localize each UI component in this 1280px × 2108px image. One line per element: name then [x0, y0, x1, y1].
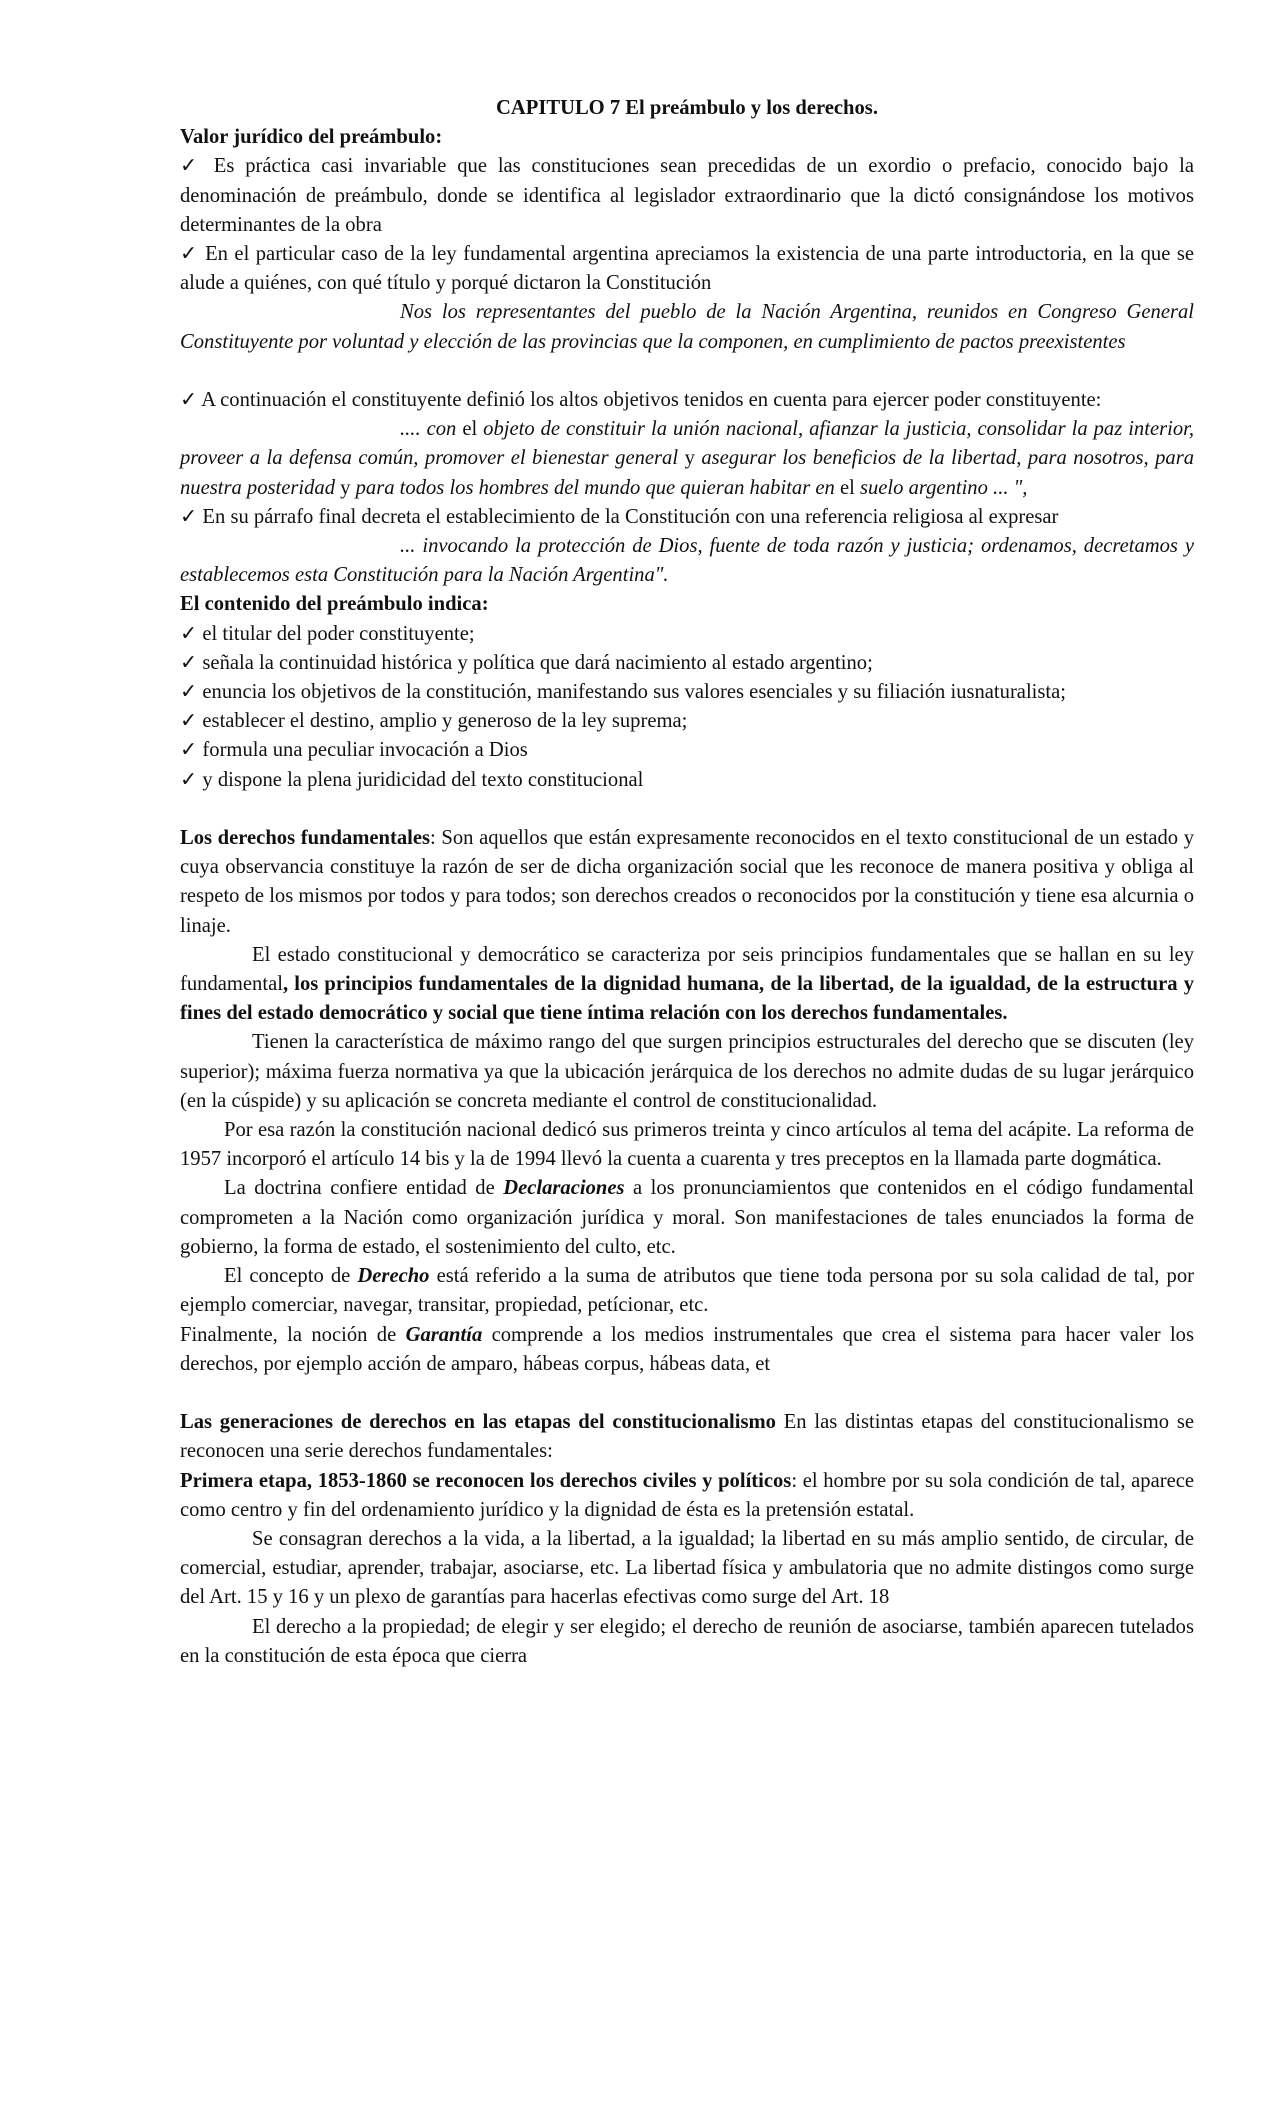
check-icon: ✓ [180, 651, 198, 674]
list-item: ✓ establecer el destino, amplio y generoso de la ley suprema; [180, 710, 688, 733]
check-icon: ✓ [180, 389, 198, 412]
heading-derechos-fundamentales: Los derechos fundamentales [180, 827, 431, 850]
paragraph-propiedad: El derecho a la propiedad; de elegir y ser elegido; el derecho de reunión de asociarse, también aparecen tutelados en la constitución de esta época que cierra [180, 1615, 1194, 1667]
spacer [180, 1379, 1194, 1408]
paragraph-parrafo-final: ✓ En su párrafo final decreta el establecimiento de la Constitución con una referencia religiosa al expresar [180, 505, 1059, 528]
paragraph-declaraciones: La doctrina confiere entidad de Declaraciones a los pronunciamientos que contenidos en el código fundamental comprometen a la Nación como organización jurídica y moral. Son manifestaciones de tales enunciados la forma de gobierno, la forma de estado, el sostenimiento del culto, etc. [180, 1177, 1194, 1258]
paragraph-principios: El estado constitucional y democrático se caracteriza por seis principios fundamentales que se hallan en su ley fundamental, los principios fundamentales de la dignidad humana, de la libertad, de la igualdad, de la estructura y fines del estado democrático y social que tiene íntima relación con los derechos fundamentales. [180, 943, 1194, 1025]
paragraph-exordio: ✓ Es práctica casi invariable que las constituciones sean precedidas de un exordio o prefacio, conocido bajo la denominación de preámbulo, donde se identifica al legislador extraordinario que la dictó consignándose los motivos determinantes de la obra [180, 155, 1194, 236]
paragraph-garantia: Finalmente, la noción de Garantía comprende a los medios instrumentales que crea el sistema para hacer valer los derechos, por ejemplo acción de amparo, hábeas corpus, hábeas data, et [180, 1323, 1194, 1375]
paragraph-ley-fundamental: ✓ En el particular caso de la ley fundamental argentina apreciamos la existencia de una parte introductoria, en la que se alude a quiénes, con qué título y porqué dictaron la Constitución [180, 243, 1194, 295]
check-icon: ✓ [180, 155, 203, 178]
paragraph-primera-etapa: Primera etapa, 1853-1860 se reconocen los derechos civiles y políticos: el hombre por su sola condición de tal, aparece como centro y fin del ordenamiento jurídico y la dignidad de ésta es la pretensión estatal. [180, 1469, 1195, 1521]
paragraph-primeros-articulos: Por esa razón la constitución nacional dedicó sus primeros treinta y cinco artículos al tema del acápite. La reforma de 1957 incorporó el artículo 14 bis y la de 1994 llevó la cuenta a cuarenta y tres preceptos en la llamada parte dogmática. [180, 1119, 1194, 1171]
heading-generaciones: Las generaciones de derechos en las etapas del constitucionalismo [180, 1411, 776, 1434]
spacer [180, 795, 1194, 824]
paragraph-derecho: El concepto de Derecho está referido a la suma de atributos que tiene toda persona por su sola calidad de tal, por ejemplo comerciar, navegar, transitar, propiedad, petícionar, etc. [180, 1265, 1195, 1317]
heading-contenido-preambulo: El contenido del preámbulo indica: [180, 593, 489, 616]
list-item: ✓ y dispone la plena juridicidad del texto constitucional [180, 768, 644, 791]
paragraph-objetivos: ✓ A continuación el constituyente definió los altos objetivos tenidos en cuenta para ejercer poder constituyente: [180, 389, 1102, 412]
quote-nos-los-representantes: Nos los representantes del pueblo de la Nación Argentina, reunidos en Congreso General Constituyente por voluntad y elección de las provincias que la componen, en cumplimiento de pactos preexistentes [180, 301, 1194, 353]
list-item: ✓ el titular del poder constituyente; [180, 622, 475, 645]
check-icon: ✓ [180, 243, 199, 266]
spacer [180, 357, 1194, 386]
paragraph-maximo-rango: Tienen la característica de máximo rango del que surgen principios estructurales del derecho que se discuten (ley superior); máxima fuerza normativa ya que la ubicación jerárquica de los derechos no admite dudas de su lugar jerárquico (en la cúspide) y su aplicación se concreta mediante el control de constitucionalidad. [180, 1031, 1194, 1112]
list-item: ✓ formula una peculiar invocación a Dios [180, 739, 528, 762]
paragraph-generaciones: Las generaciones de derechos en las etapas del constitucionalismo En las distintas etapas del constitucionalismo se reconocen una serie derechos fundamentales: [180, 1411, 1194, 1463]
check-icon: ✓ [180, 768, 198, 791]
quote-objetivos: .... con el objeto de constituir la unión nacional, afianzar la justicia, consolidar la paz interior, proveer a la defensa común, promover el bienestar general y asegurar los beneficios de la libertad, para nosotros, para nuestra posteridad y para todos los hombres del mundo que quieran habitar en el suelo argentino ... ", [180, 418, 1195, 499]
check-icon: ✓ [180, 622, 198, 645]
list-item: ✓ señala la continuidad histórica y política que dará nacimiento al estado argentino; [180, 651, 873, 674]
list-item: ✓ enuncia los objetivos de la constitución, manifestando sus valores esenciales y su filiación iusnaturalista; [180, 681, 1066, 704]
check-icon: ✓ [180, 739, 198, 762]
quote-invocando: ... invocando la protección de Dios, fuente de toda razón y justicia; ordenamos, decretamos y establecemos esta Constitución para la Nación Argentina". [180, 535, 1194, 587]
check-icon: ✓ [180, 505, 198, 528]
check-icon: ✓ [180, 710, 198, 733]
chapter-title: CAPITULO 7 El preámbulo y los derechos. [496, 97, 878, 119]
check-icon: ✓ [180, 681, 198, 704]
heading-valor-juridico: Valor jurídico del preámbulo: [180, 126, 443, 149]
heading-primera-etapa: Primera etapa, 1853-1860 se reconocen los derechos civiles y políticos [180, 1469, 792, 1492]
paragraph-se-consagran: Se consagran derechos a la vida, a la libertad, a la igualdad; la libertad en su más amplio sentido, de circular, de comercial, estudiar, aprender, trabajar, asociarse, etc. La libertad física y ambulatoria que no admite distingos como surge del Art. 15 y 16 y un plexo de garantías para hacerlas efectivas como surge del Art. 18 [180, 1527, 1194, 1609]
paragraph-derechos-fundamentales: Los derechos fundamentales: Son aquellos que están expresamente reconocidos en el texto constitucional de un estado y cuya observancia constituye la razón de ser de dicha organización social que les reconoce de manera positiva y obliga al respeto de los mismos por todos y para todos; son derechos creados o reconocidos por la constitución y tiene esa alcurnia o linaje. [180, 827, 1195, 937]
